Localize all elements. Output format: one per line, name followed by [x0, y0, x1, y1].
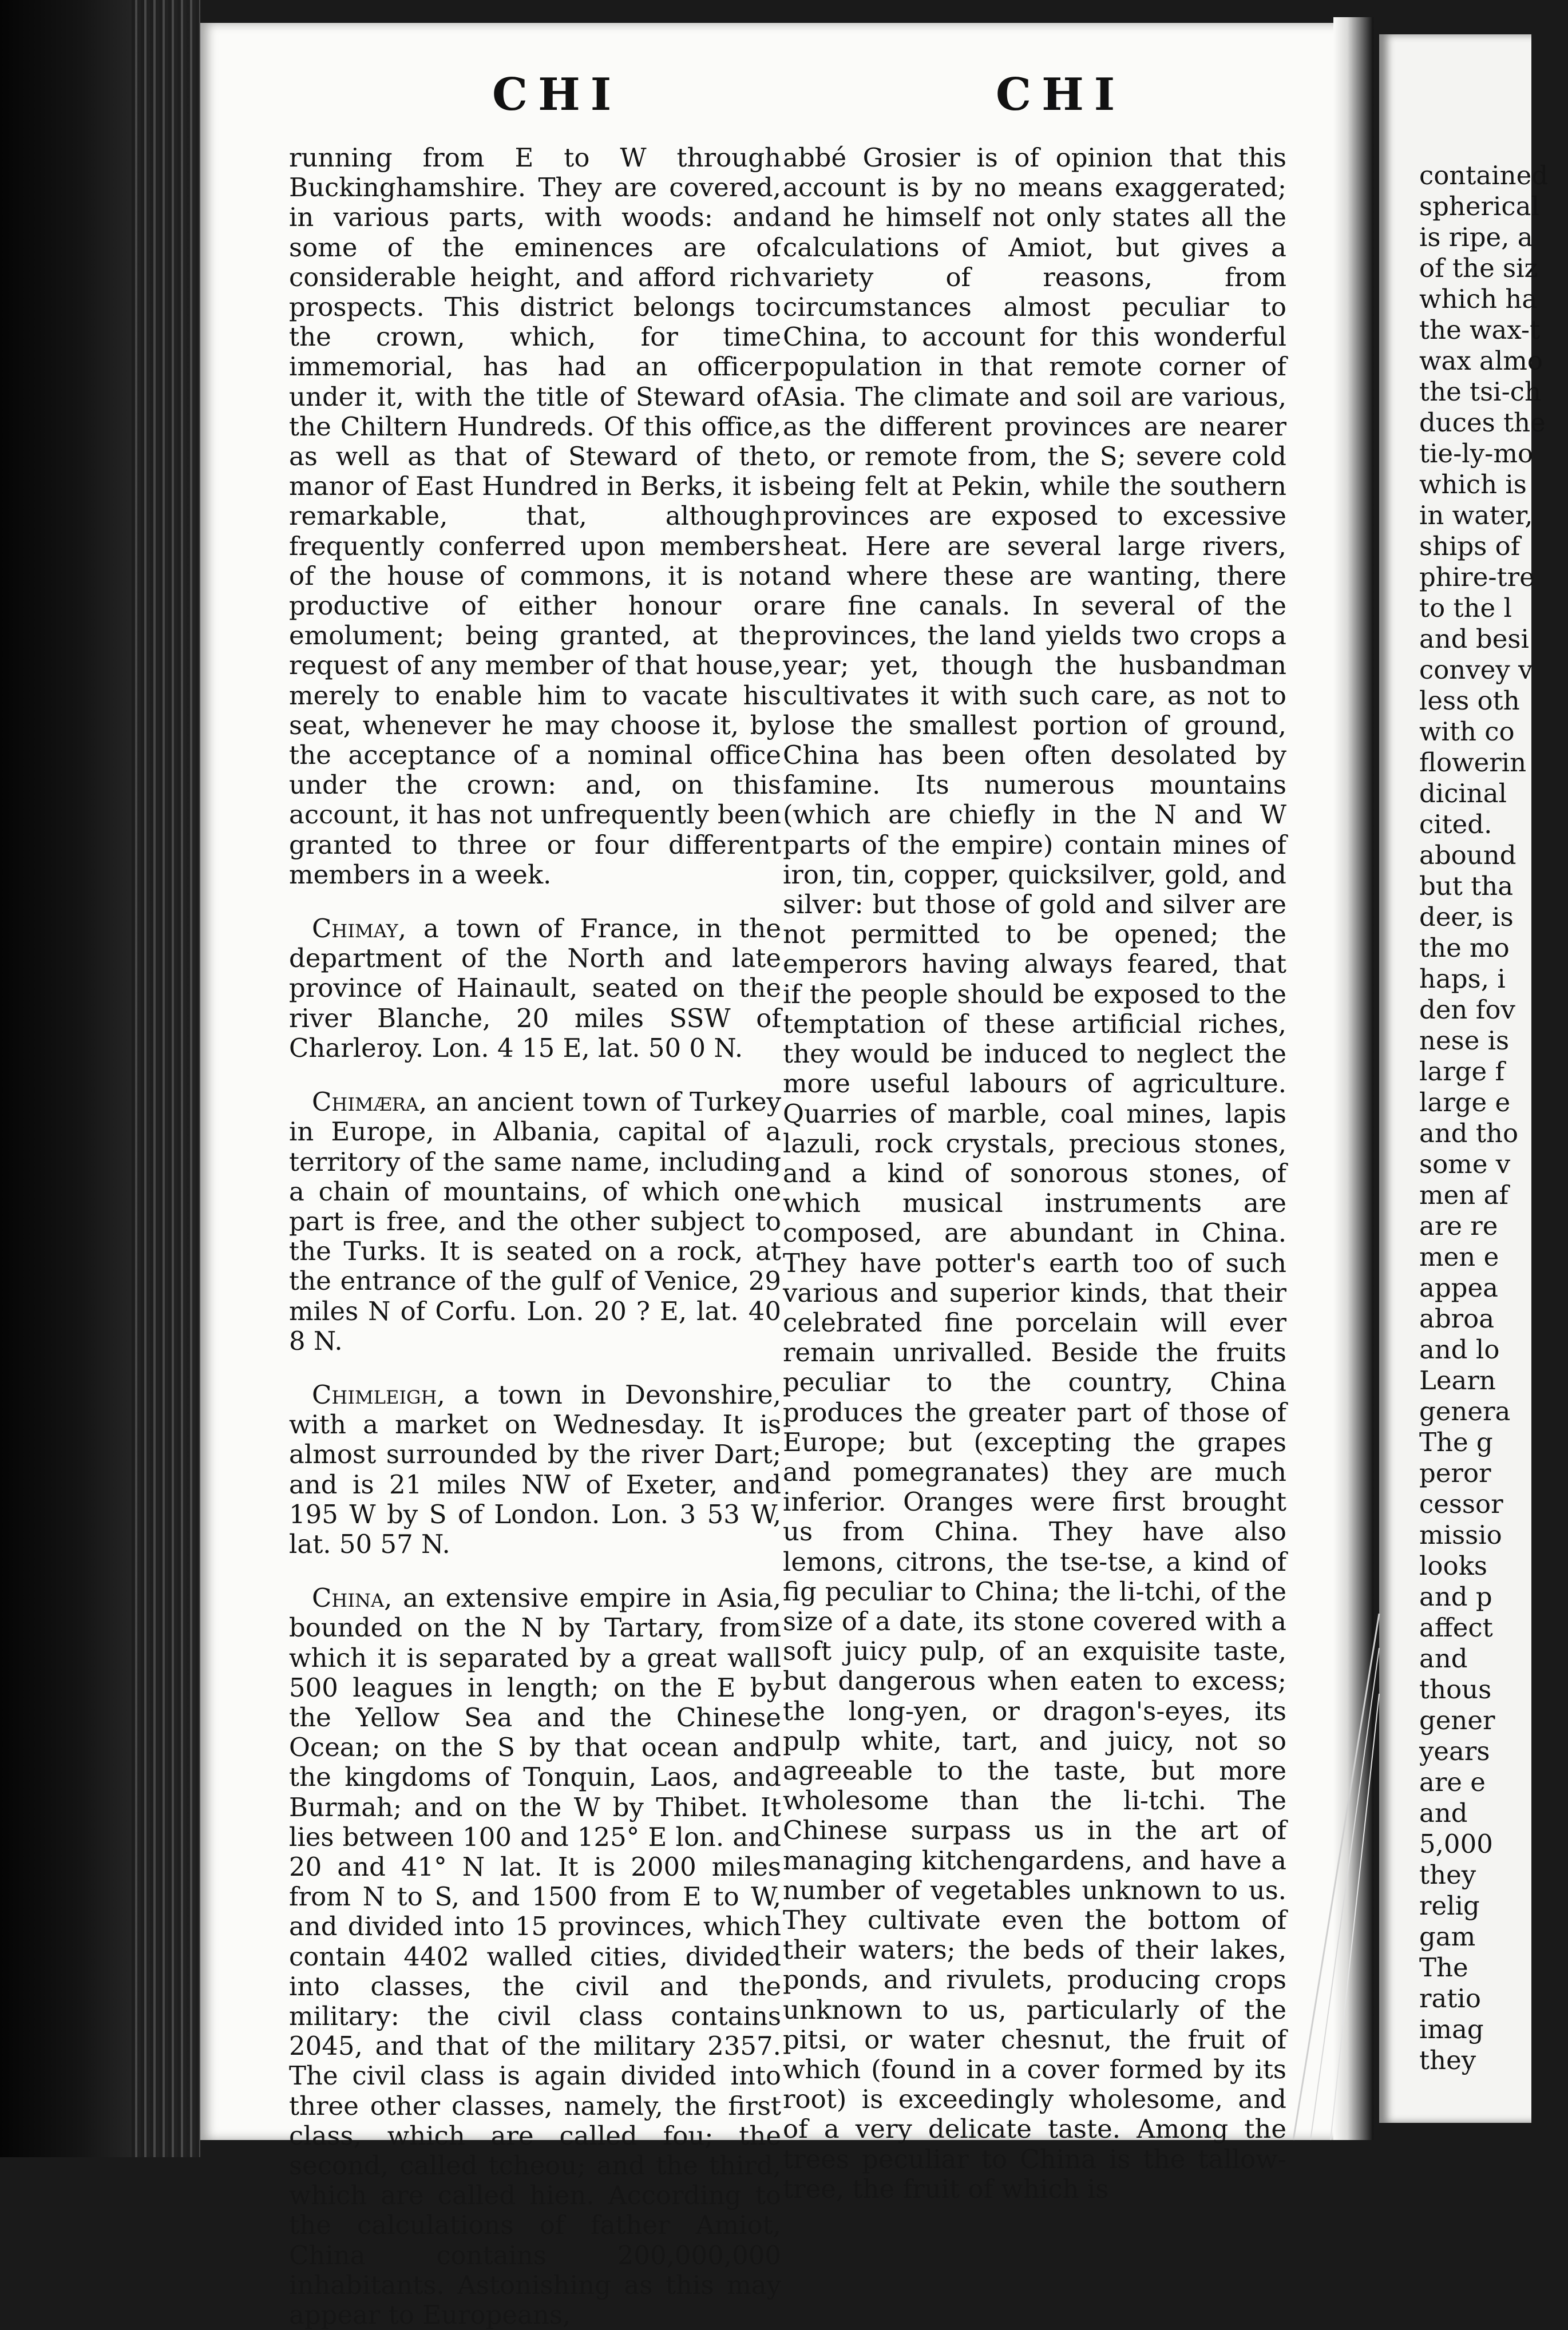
headword-chimay: Chimay [312, 913, 398, 944]
entry-chimaera-text: , an ancient town of Turkey in Europe, in Albania, capital of a territory of the same name, including a chain of mountains, of which one part is free, and the other subject to the Turks. It is seated on a rock, at the entrance of the gulf of Venice, 29 miles N of Corfu. Lon. 20 ? E, lat. 40 8 N. [289, 1087, 781, 1356]
facing-line: affect [1419, 1612, 1493, 1643]
facing-line: spherical [1419, 191, 1539, 221]
facing-line: men e [1419, 1242, 1499, 1272]
facing-line: relig [1419, 1891, 1480, 1921]
facing-line: years [1419, 1736, 1490, 1766]
facing-line: and besi [1419, 624, 1529, 654]
entry-chimay-text: , a town of France, in the department of the North and late province of Hainault, seated on the river Blanche, 20 miles SSW of Charleroy. Lon. 4 15 E, lat. 50 0 N. [289, 913, 781, 1063]
facing-line: and [1419, 1798, 1468, 1828]
facing-line: 5,000 [1419, 1829, 1493, 1859]
headword-chimleigh: Chimleigh [312, 1379, 437, 1410]
facing-line: dicinal [1419, 778, 1507, 809]
facing-line: deer, is [1419, 902, 1514, 932]
facing-line: which ha [1419, 284, 1538, 314]
facing-line: the wax-t [1419, 315, 1541, 345]
facing-line: den fov [1419, 994, 1515, 1025]
facing-line: cited. [1419, 809, 1492, 839]
facing-line: the mo [1419, 933, 1510, 963]
facing-line: convey v [1419, 655, 1533, 685]
facing-line: and tho [1419, 1118, 1519, 1148]
facing-line: phire-tre [1419, 562, 1535, 592]
facing-line: in water, [1419, 500, 1533, 530]
facing-line: is ripe, a [1419, 222, 1533, 252]
facing-line: and [1419, 1643, 1468, 1674]
facing-line: gener [1419, 1705, 1495, 1735]
facing-line: genera [1419, 1396, 1511, 1426]
entry-chimleigh-text: , a town in Devonshire, with a market on Wednesday. It is almost surrounded by the river Dart; and is 21 miles NW of Exeter, and 195 W by S of London. Lon. 3 53 W, lat. 50 57 N. [289, 1379, 781, 1559]
facing-line: the tsi-ch [1419, 377, 1541, 407]
facing-line: men af [1419, 1180, 1509, 1210]
facing-line: ratio [1419, 1983, 1481, 2014]
facing-line: peror [1419, 1458, 1491, 1488]
facing-line: less oth [1419, 685, 1520, 716]
entry-chimay [289, 914, 781, 1063]
facing-line: The g [1419, 1427, 1493, 1457]
facing-line: thous [1419, 1674, 1492, 1705]
entry-chimaera [289, 1087, 781, 1356]
right-column [783, 143, 1286, 2204]
facing-line: gam [1419, 1921, 1476, 1952]
facing-line: abroa [1419, 1303, 1495, 1334]
facing-line: flowerin [1419, 747, 1527, 778]
facing-line: and p [1419, 1582, 1492, 1612]
facing-line: Learn [1419, 1365, 1496, 1396]
entry-chimleigh [289, 1380, 781, 1559]
page-edges [132, 0, 200, 2157]
facing-line: but tha [1419, 871, 1514, 901]
facing-line: large e [1419, 1087, 1511, 1118]
running-head-right: CHI [996, 69, 1126, 121]
facing-line: appea [1419, 1273, 1498, 1303]
facing-line: are e [1419, 1767, 1486, 1797]
headword-chimaera: Chimæra [312, 1087, 419, 1118]
facing-line: looks [1419, 1551, 1487, 1581]
facing-line: contained [1419, 160, 1548, 191]
facing-line: cessor [1419, 1489, 1503, 1519]
page-fold-lines [1288, 1614, 1379, 2140]
facing-line: wax almo [1419, 346, 1543, 376]
facing-line: The [1419, 1952, 1468, 1983]
facing-line: are re [1419, 1211, 1498, 1241]
facing-line: they [1419, 1860, 1476, 1890]
facing-line: they [1419, 2045, 1476, 2075]
facing-line: nese is [1419, 1025, 1510, 1056]
facing-line: some v [1419, 1149, 1511, 1179]
entry-china-text: , an extensive empire in Asia, bounded on the N by Tartary, from which it is separated by a great wall 500 leagues in length; on the E by the Yellow Sea and the Chinese Ocean; on the S by that ocean and the kingdoms of Tonquin, Laos, and Burmah; and on the W by Thibet. It lies between 100 and 125° E lon. and 20 and 41° N lat. It is 2000 miles from N to S, and 1500 from E to W, and divided into 15 provinces, which contain 4402 walled cities, divided into classes, the civil and the military: the civil class contains 2045, and that of the military 2357. The civil class is again divided into three other classes, namely, the first class, which are called fou; the second, called tcheou; and the third, which are called hien. According to the calculations of father Amiot, China contains 200,000,000 inhabitants. Astonishing as this may appear to Europeans, [289, 1583, 781, 2330]
facing-line: duces the [1419, 407, 1546, 438]
facing-line: haps, i [1419, 964, 1506, 994]
facing-line: tie-ly-mo [1419, 438, 1534, 469]
continued-paragraph: running from E to W through Buckinghamshire. They are covered, in various parts, with woods: and some of the eminences are of considerable height, and afford rich prospects. This district belongs to the crown, which, for time immemorial, has had an officer under it, with the title of Steward of the Chiltern Hundreds. Of this office, as well as that of Steward of the manor of East Hundred in Berks, it is remarkable, that, although frequently conferred upon members of the house of commons, it is not productive of either honour or emolument; being granted, at the request of any member of that house, merely to enable him to vacate his seat, whenever he may choose it, by the acceptance of a nominal office under the crown: and, on this account, it has not unfrequently been granted to three or four different members in a week. [289, 142, 781, 890]
facing-line: which is [1419, 469, 1527, 500]
entry-china [289, 1583, 781, 2330]
facing-line: and lo [1419, 1334, 1500, 1365]
china-continued-paragraph: abbé Grosier is of opinion that this account is by no means exaggerated; and he himself not only states all the calculations of Amiot, but gives a variety of reasons, from circumstances almost peculiar to China, to account for this wonderful population in that remote corner of Asia. The climate and soil are various, as the different provinces are nearer to, or remote from, the S; severe cold being felt at Pekin, while the southern provinces are exposed to excessive heat. Here are several large rivers, and where these are wanting, there are fine canals. In several of the provinces, the land yields two crops a year; yet, though the husbandman cultivates it with such care, as not to lose the smallest portion of ground, China has been often desolated by famine. Its numerous mountains (which are chiefly in the N and W parts of the empire) contain mines of iron, tin, copper, quicksilver, gold, and silver: but those of gold and silver are not permitted to be opened; the emperors having always feared, that if the people should be exposed to the temptation of these artificial riches, they would be induced to neglect the more useful labours of agriculture. Quarries of marble, coal mines, lapis lazuli, rock crystals, precious stones, and a kind of sonorous stones, of which musical instruments are composed, are abundant in China. They have potter's earth too of such various and superior kinds, that their celebrated fine porcelain will ever remain unrivalled. Beside the fruits peculiar to the country, China produces the greater part of those of Europe; but (excepting the grapes and pomegranates) they are much inferior. Oranges were first brought us from China. They have also lemons, citrons, the tse-tse, a kind of fig peculiar to China; the li-tchi, of the size of a date, its stone covered with a soft juicy pulp, of an exquisite taste, but dangerous when eaten to excess; the long-yen, or dragon's-eyes, its pulp white, tart, and juicy, not so agreeable to the taste, but more wholesome than the li-tchi. The Chinese surpass us in the art of managing kitchengardens, and have a number of vegetables unknown to us. They cultivate even the bottom of their waters; the beds of their lakes, ponds, and rivulets, producing crops unknown to us, particularly of the pitsi, or water chesnut, the fruit of which (found in a cover formed by its root) is exceedingly wholesome, and of a very delicate taste. Among the trees peculiar to China is the tallow-tree, the fruit of which is [783, 142, 1286, 2204]
running-head-left: CHI [492, 69, 622, 121]
facing-line: ships of [1419, 531, 1521, 561]
left-column [289, 143, 781, 2330]
facing-line: large f [1419, 1056, 1505, 1087]
facing-line: with co [1419, 716, 1515, 747]
facing-line: to the l [1419, 593, 1512, 623]
facing-line: abound [1419, 840, 1516, 870]
facing-line: imag [1419, 2014, 1484, 2044]
facing-page-text [1419, 160, 1568, 2076]
headword-china: China [312, 1583, 385, 1614]
facing-line: missio [1419, 1520, 1502, 1550]
facing-line: of the siz [1419, 253, 1538, 283]
